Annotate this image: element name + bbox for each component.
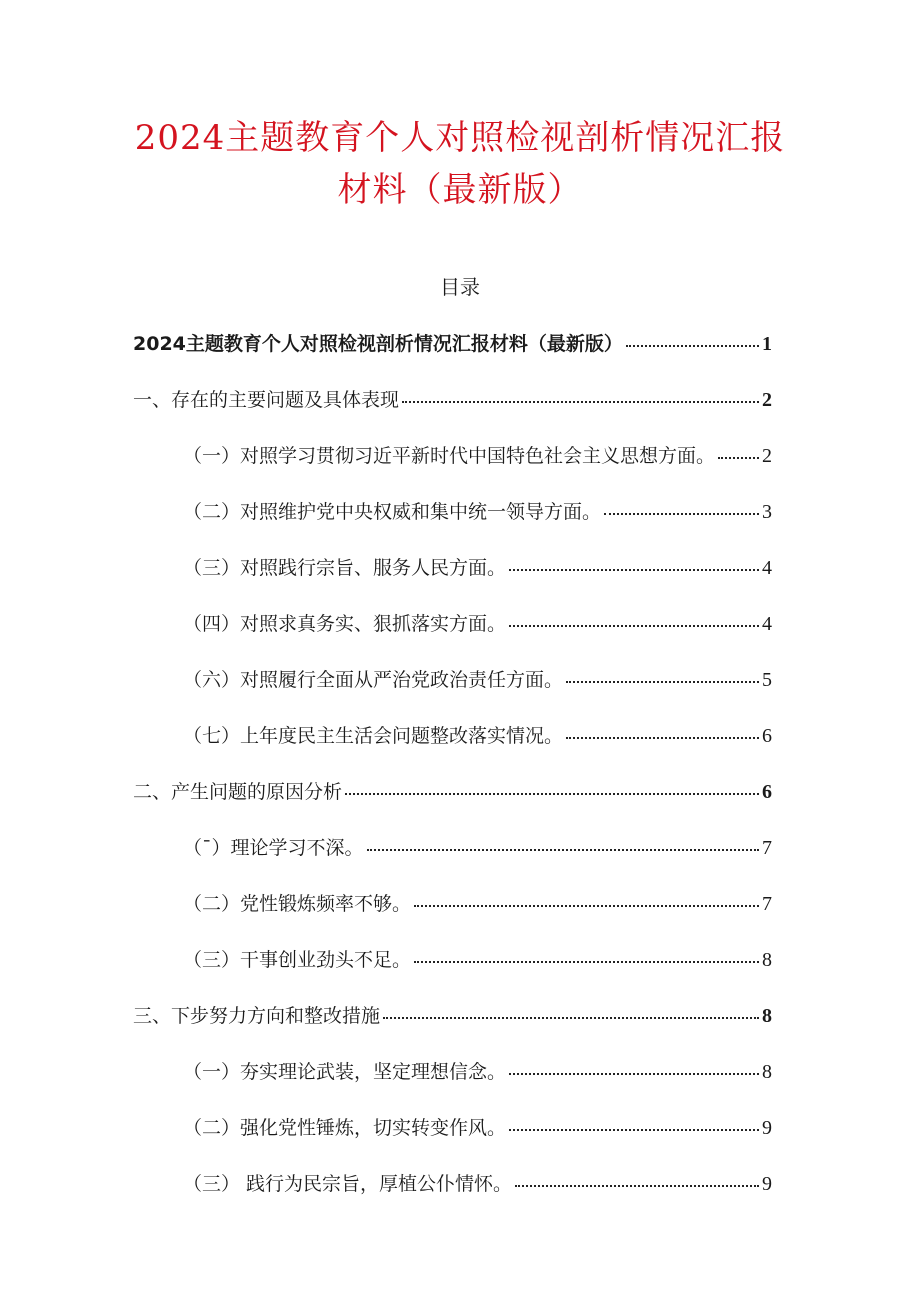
toc-entry[interactable] (183, 665, 772, 695)
toc-leader-dots (566, 737, 759, 739)
toc-leader-dots (509, 1073, 759, 1075)
toc-entry-label: （一）对照学习贯彻习近平新时代中国特色社会主义思想方面。 (183, 445, 716, 467)
toc-leader-dots (414, 961, 759, 963)
document-title (100, 112, 820, 216)
toc-entry-label: 一、存在的主要问题及具体表现 (133, 389, 400, 411)
toc-entry-page-number: 3 (762, 501, 772, 523)
toc-leader-dots (509, 569, 759, 571)
toc-entry[interactable] (183, 553, 772, 583)
toc-entry[interactable] (183, 889, 772, 919)
toc-entry[interactable] (183, 1057, 772, 1087)
toc-entry[interactable] (183, 441, 772, 471)
toc-leader-dots (626, 345, 759, 347)
toc-entry-label: 2024主题教育个人对照检视剖析情况汇报材料（最新版） (133, 333, 623, 355)
toc-entry-page-number: 5 (762, 669, 772, 691)
toc-leader-dots (414, 905, 759, 907)
toc-entry-page-number: 1 (762, 333, 772, 355)
toc-leader-dots (383, 1017, 759, 1019)
toc-entry[interactable] (183, 833, 772, 863)
toc-leader-dots (402, 401, 759, 403)
toc-entry-page-number: 8 (762, 1005, 772, 1027)
toc-entry-label: 二、产生问题的原因分析 (133, 781, 343, 803)
toc-leader-dots (345, 793, 759, 795)
toc-entry-label: （¯）理论学习不深。 (183, 837, 364, 859)
document-title-line2: 材料（最新版） (337, 170, 583, 210)
toc-entry-label: （二）党性锻炼频率不够。 (183, 893, 412, 915)
toc-entry[interactable] (133, 329, 772, 359)
toc-leader-dots (509, 1129, 759, 1131)
toc-entry-label: （三）对照践行宗旨、服务人民方面。 (183, 557, 507, 579)
document-title-line1: 2024主题教育个人对照检视剖析情况汇报 (134, 118, 786, 158)
toc-leader-dots (718, 457, 759, 459)
toc-entry-label: （七）上年度民主生活会问题整改落实情况。 (183, 725, 564, 747)
toc-entry-page-number: 2 (762, 389, 772, 411)
toc-leader-dots (367, 849, 759, 851)
toc-leader-dots (509, 625, 759, 627)
toc-entry[interactable] (133, 385, 772, 415)
toc-leader-dots (604, 513, 759, 515)
toc-entry[interactable] (133, 777, 772, 807)
toc-entry-page-number: 9 (762, 1117, 772, 1139)
toc-entry[interactable] (183, 721, 772, 751)
toc-entry-page-number: 8 (762, 1061, 772, 1083)
toc-entry[interactable] (183, 609, 772, 639)
toc-leader-dots (515, 1185, 759, 1187)
toc-entry-label: （二）对照维护党中央权威和集中统一领导方面。 (183, 501, 602, 523)
toc-leader-dots (566, 681, 759, 683)
toc-heading: 目录 (440, 275, 480, 299)
toc-entry-page-number: 9 (762, 1173, 772, 1195)
toc-entry[interactable] (183, 945, 772, 975)
toc-entry-page-number: 4 (762, 557, 772, 579)
toc-entry[interactable] (183, 1169, 772, 1199)
toc-entry-page-number: 6 (762, 781, 772, 803)
toc-entry-page-number: 7 (762, 837, 772, 859)
toc-entry-label: （三） 践行为民宗旨，厚植公仆情怀。 (183, 1173, 513, 1195)
toc-entry-label: （四）对照求真务实、狠抓落实方面。 (183, 613, 507, 635)
toc-entry[interactable] (183, 1113, 772, 1143)
toc-entry-label: （一）夯实理论武装，坚定理想信念。 (183, 1061, 507, 1083)
toc-entry-label: 三、下步努力方向和整改措施 (133, 1005, 381, 1027)
toc-entry-page-number: 6 (762, 725, 772, 747)
toc-entry-label: （二）强化党性锤炼，切实转变作风。 (183, 1117, 507, 1139)
toc-entry-page-number: 4 (762, 613, 772, 635)
toc-entry-page-number: 2 (762, 445, 772, 467)
toc-entry[interactable] (183, 497, 772, 527)
toc-entry-page-number: 8 (762, 949, 772, 971)
toc-entry-label: （三）干事创业劲头不足。 (183, 949, 412, 971)
toc-entry-label: （六）对照履行全面从严治党政治责任方面。 (183, 669, 564, 691)
toc-entry[interactable] (133, 1001, 772, 1031)
toc-entry-page-number: 7 (762, 893, 772, 915)
